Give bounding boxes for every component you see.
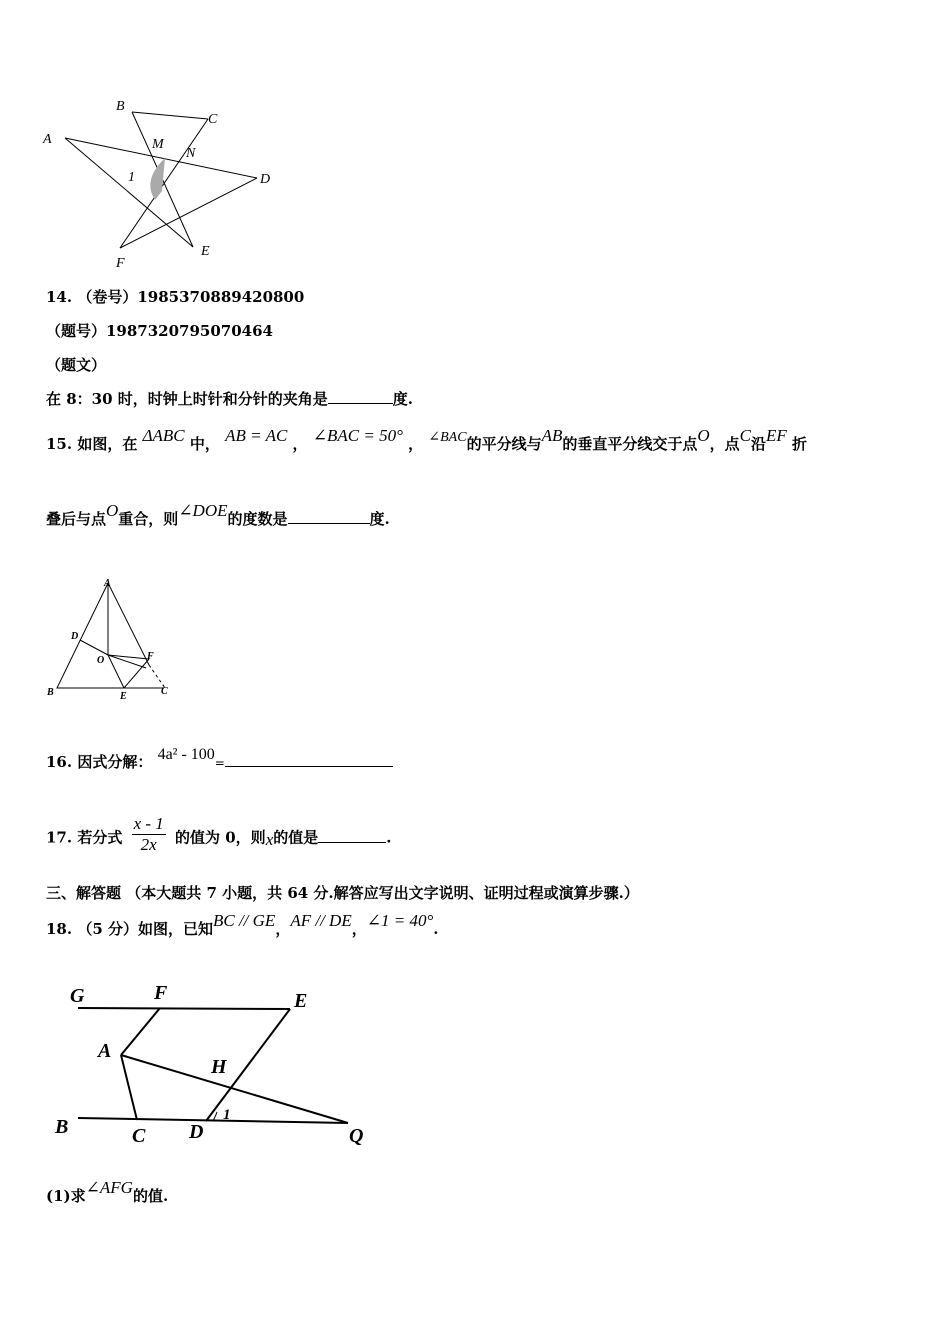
q16-expression: 4a² - 100 xyxy=(157,746,215,763)
q18-part1-prefix: (1)求 xyxy=(46,1187,86,1205)
q15-zhong: 中， xyxy=(189,435,220,453)
label-C: C xyxy=(208,112,218,127)
q17-text: 17. 若分式 xyxy=(46,828,123,847)
q14-tail: 度. xyxy=(392,390,413,408)
fig2-label-B: B xyxy=(47,687,54,698)
q17-x: x xyxy=(265,829,274,849)
label-1: 1 xyxy=(128,170,135,185)
q18-prefix: 18. （5 分）如图，已知 xyxy=(46,920,213,938)
q15-t1: 的平分线与 xyxy=(466,435,542,453)
q17-tail: 的值是 xyxy=(273,828,319,847)
q15-line2 xyxy=(46,501,390,529)
fig3-label-D: D xyxy=(189,1121,204,1143)
q15-l2b: 重合，则 xyxy=(118,510,179,528)
q14-text: 在 8：30 时，时钟上时针和分针的夹角是 xyxy=(46,390,328,408)
q15-l2d: 度. xyxy=(369,510,390,528)
q14-tiwen: （题文） xyxy=(46,356,107,374)
q15-angle-bac: ∠BAC xyxy=(428,430,467,445)
q15-c: C xyxy=(739,426,752,445)
label-A: A xyxy=(43,132,52,147)
fig2-label-O: O xyxy=(97,655,105,666)
q18-question xyxy=(46,911,439,939)
q16-answer-blank[interactable] xyxy=(225,752,393,767)
fig2-label-F: F xyxy=(147,651,154,662)
q15-prefix: 15. 如图，在 xyxy=(46,435,138,453)
fig3-label-F: F xyxy=(154,982,168,1004)
fig3-label-C: C xyxy=(132,1125,146,1147)
q15-ab-eq-ac: AB = AC xyxy=(225,426,288,445)
fig3-label-Q: Q xyxy=(349,1125,364,1147)
q15-l2c: 的度数是 xyxy=(227,510,288,528)
label-E: E xyxy=(201,244,210,259)
fig3-label-H: H xyxy=(211,1056,227,1078)
label-B: B xyxy=(116,99,125,114)
q15-t5: 折 xyxy=(792,435,808,453)
q15-angle-doe: ∠DOE xyxy=(178,501,228,520)
q17-fraction xyxy=(132,814,166,855)
q15-ef: EF xyxy=(766,426,787,445)
label-N: N xyxy=(186,146,196,161)
q15-t3: ，点 xyxy=(709,435,740,453)
fig2-label-C: C xyxy=(161,686,168,697)
fig2-label-E: E xyxy=(120,691,127,702)
q15-line1 xyxy=(46,426,808,456)
q18-sep1: ， xyxy=(275,920,291,938)
q17-mid: 的值为 0，则 xyxy=(175,828,266,847)
q14-answer-blank[interactable] xyxy=(328,389,393,404)
fig3-label-E: E xyxy=(294,990,308,1012)
q17-denominator: 2x xyxy=(140,835,157,854)
figure-star-lines xyxy=(40,95,290,275)
q15-t4: 沿 xyxy=(751,435,767,453)
q17-numerator: x - 1 xyxy=(133,814,164,833)
q15-ab: AB xyxy=(541,426,563,445)
q16-question xyxy=(46,746,393,773)
fig2-label-D: D xyxy=(71,631,79,642)
q18-part1-angle-afg: ∠AFG xyxy=(85,1178,133,1197)
fig3-label-B: B xyxy=(55,1116,69,1138)
q15-t2: 的垂直平分线交于点 xyxy=(562,435,698,453)
section3-title: 三、解答题 （本大题共 7 小题，共 64 分.解答应写出文字说明、证明过程或演算步骤.） xyxy=(46,884,639,902)
q17-answer-blank[interactable] xyxy=(318,828,386,843)
fig3-label-1: 1 xyxy=(223,1107,231,1123)
q15-triangle: ΔABC xyxy=(142,426,185,445)
figure-triangle-fold xyxy=(40,575,180,705)
q16-equals: = xyxy=(214,756,225,770)
label-D: D xyxy=(260,172,271,187)
q15-l2a: 叠后与点 xyxy=(46,510,107,528)
q18-angle1-40: ∠1 = 40° xyxy=(366,911,434,930)
fig3-label-A: A xyxy=(98,1040,112,1062)
q18-part1 xyxy=(46,1178,169,1206)
label-M: M xyxy=(152,137,164,152)
q17-question xyxy=(46,814,392,859)
angle-1-shade xyxy=(150,158,165,200)
q14-tihao: （题号）1987320795070464 xyxy=(46,322,273,340)
q15-comma2: ， xyxy=(408,435,424,453)
q14-question xyxy=(46,389,413,409)
q15-answer-blank[interactable] xyxy=(288,509,370,524)
q15-o2: O xyxy=(106,501,119,520)
fig3-label-G: G xyxy=(70,985,85,1007)
q17-end: . xyxy=(386,828,392,847)
q15-comma1: ， xyxy=(292,435,308,453)
label-F: F xyxy=(116,256,125,271)
q18-af-parallel-de: AF // DE xyxy=(290,911,352,930)
q14-juanhao: 14. （卷号）1985370889420800 xyxy=(46,288,305,306)
q18-bc-parallel-ge: BC // GE xyxy=(212,911,276,930)
q15-angle-bac-50: ∠BAC = 50° xyxy=(312,426,403,445)
figure-parallel-lines xyxy=(50,975,380,1155)
q18-part1-tail: 的值. xyxy=(132,1187,169,1205)
q15-o: O xyxy=(697,426,710,445)
q18-sep2: ， xyxy=(351,920,367,938)
q18-end: . xyxy=(433,920,439,938)
fig2-label-A: A xyxy=(104,578,111,589)
q16-text: 16. 因式分解： xyxy=(46,753,153,771)
